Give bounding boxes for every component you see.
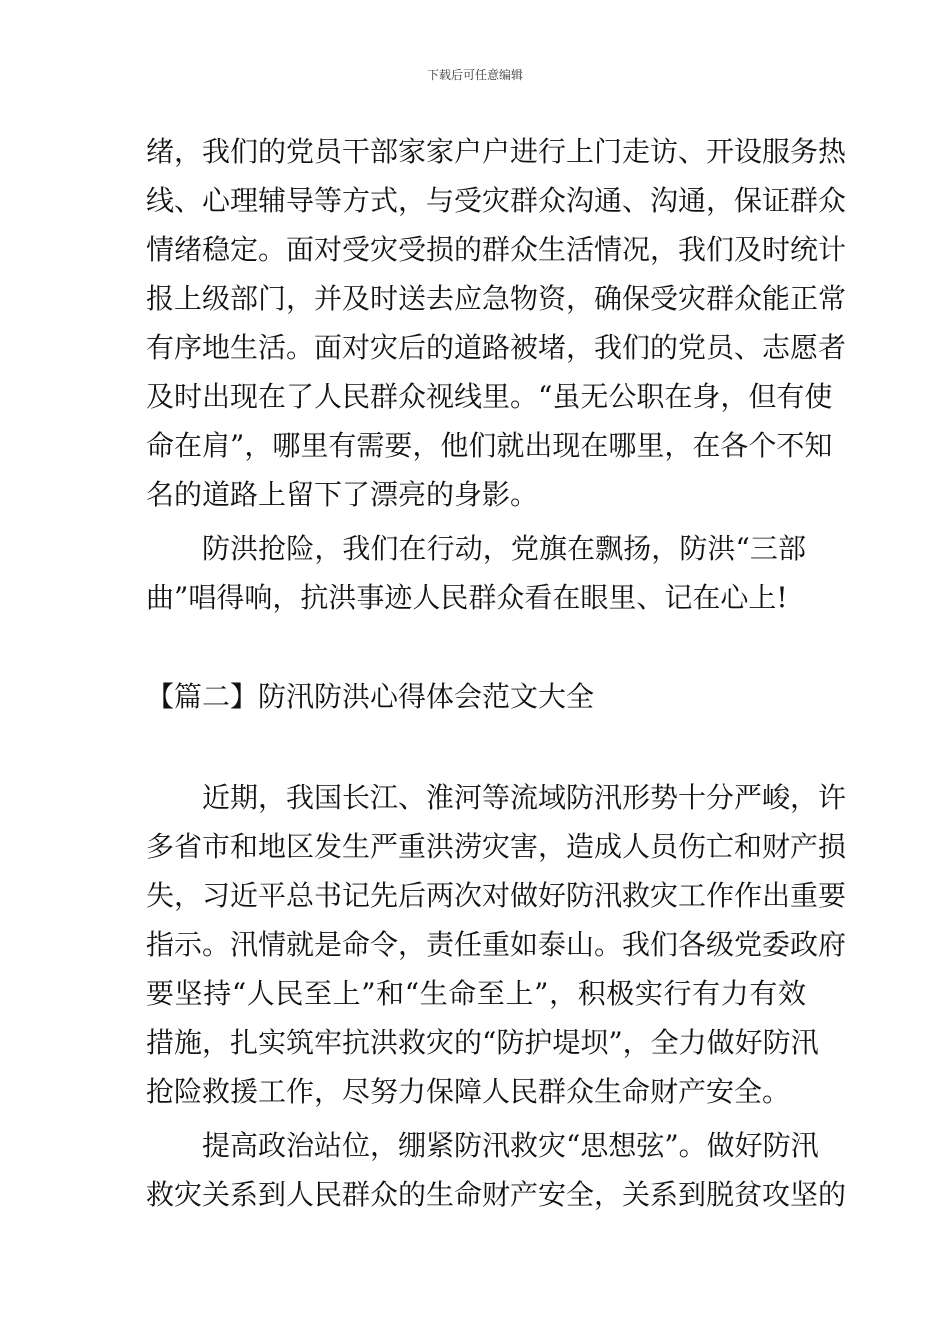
paragraph-line: 线、心理辅导等方式，与受灾群众沟通、沟通，保证群众 [146, 184, 847, 217]
paragraph-line: 绪，我们的党员干部家家户户进行上门走访、开设服务热 [146, 135, 847, 168]
paragraph-line: 抢险救援工作，尽努力保障人民群众生命财产安全。 [146, 1075, 791, 1108]
paragraph-line: 命在肩”，哪里有需要，他们就出现在哪里，在各个不知 [146, 429, 833, 462]
paragraph-line: 失，习近平总书记先后两次对做好防汛救灾工作作出重要 [146, 879, 847, 912]
paragraph-line: 名的道路上留下了漂亮的身影。 [146, 478, 539, 511]
paragraph-line: 曲”唱得响，抗洪事迹人民群众看在眼里、记在心上! [146, 581, 788, 614]
paragraph-line: 要坚持“人民至上”和“生命至上”，积极实行有力有效 [146, 977, 806, 1010]
page-header: 下载后可任意编辑 [426, 68, 523, 82]
paragraph-line: 多省市和地区发生严重洪涝灾害，造成人员伤亡和财产损 [146, 830, 847, 863]
paragraph-line: 有序地生活。面对灾后的道路被堵，我们的党员、志愿者 [146, 331, 847, 364]
paragraph-line: 提高政治站位，绷紧防汛救灾“思想弦”。做好防汛 [202, 1129, 819, 1162]
paragraph-line: 近期，我国长江、淮河等流域防汛形势十分严峻，许 [202, 781, 847, 814]
paragraph-line: 报上级部门，并及时送去应急物资，确保受灾群众能正常 [146, 282, 847, 315]
paragraph-line: 及时出现在了人民群众视线里。“虽无公职在身，但有使 [146, 380, 833, 413]
paragraph-line: 防洪抢险，我们在行动，党旗在飘扬，防洪“三部 [202, 532, 806, 565]
paragraph-line: 情绪稳定。面对受灾受损的群众生活情况，我们及时统计 [146, 233, 847, 266]
paragraph-line: 措施，扎实筑牢抗洪救灾的“防护堤坝”，全力做好防汛 [146, 1026, 819, 1059]
paragraph-line: 指示。汛情就是命令，责任重如泰山。我们各级党委政府 [146, 928, 847, 961]
paragraph-line: 救灾关系到人民群众的生命财产安全，关系到脱贫攻坚的 [146, 1178, 847, 1211]
section-heading: 【篇二】防汛防洪心得体会范文大全 [146, 680, 595, 713]
